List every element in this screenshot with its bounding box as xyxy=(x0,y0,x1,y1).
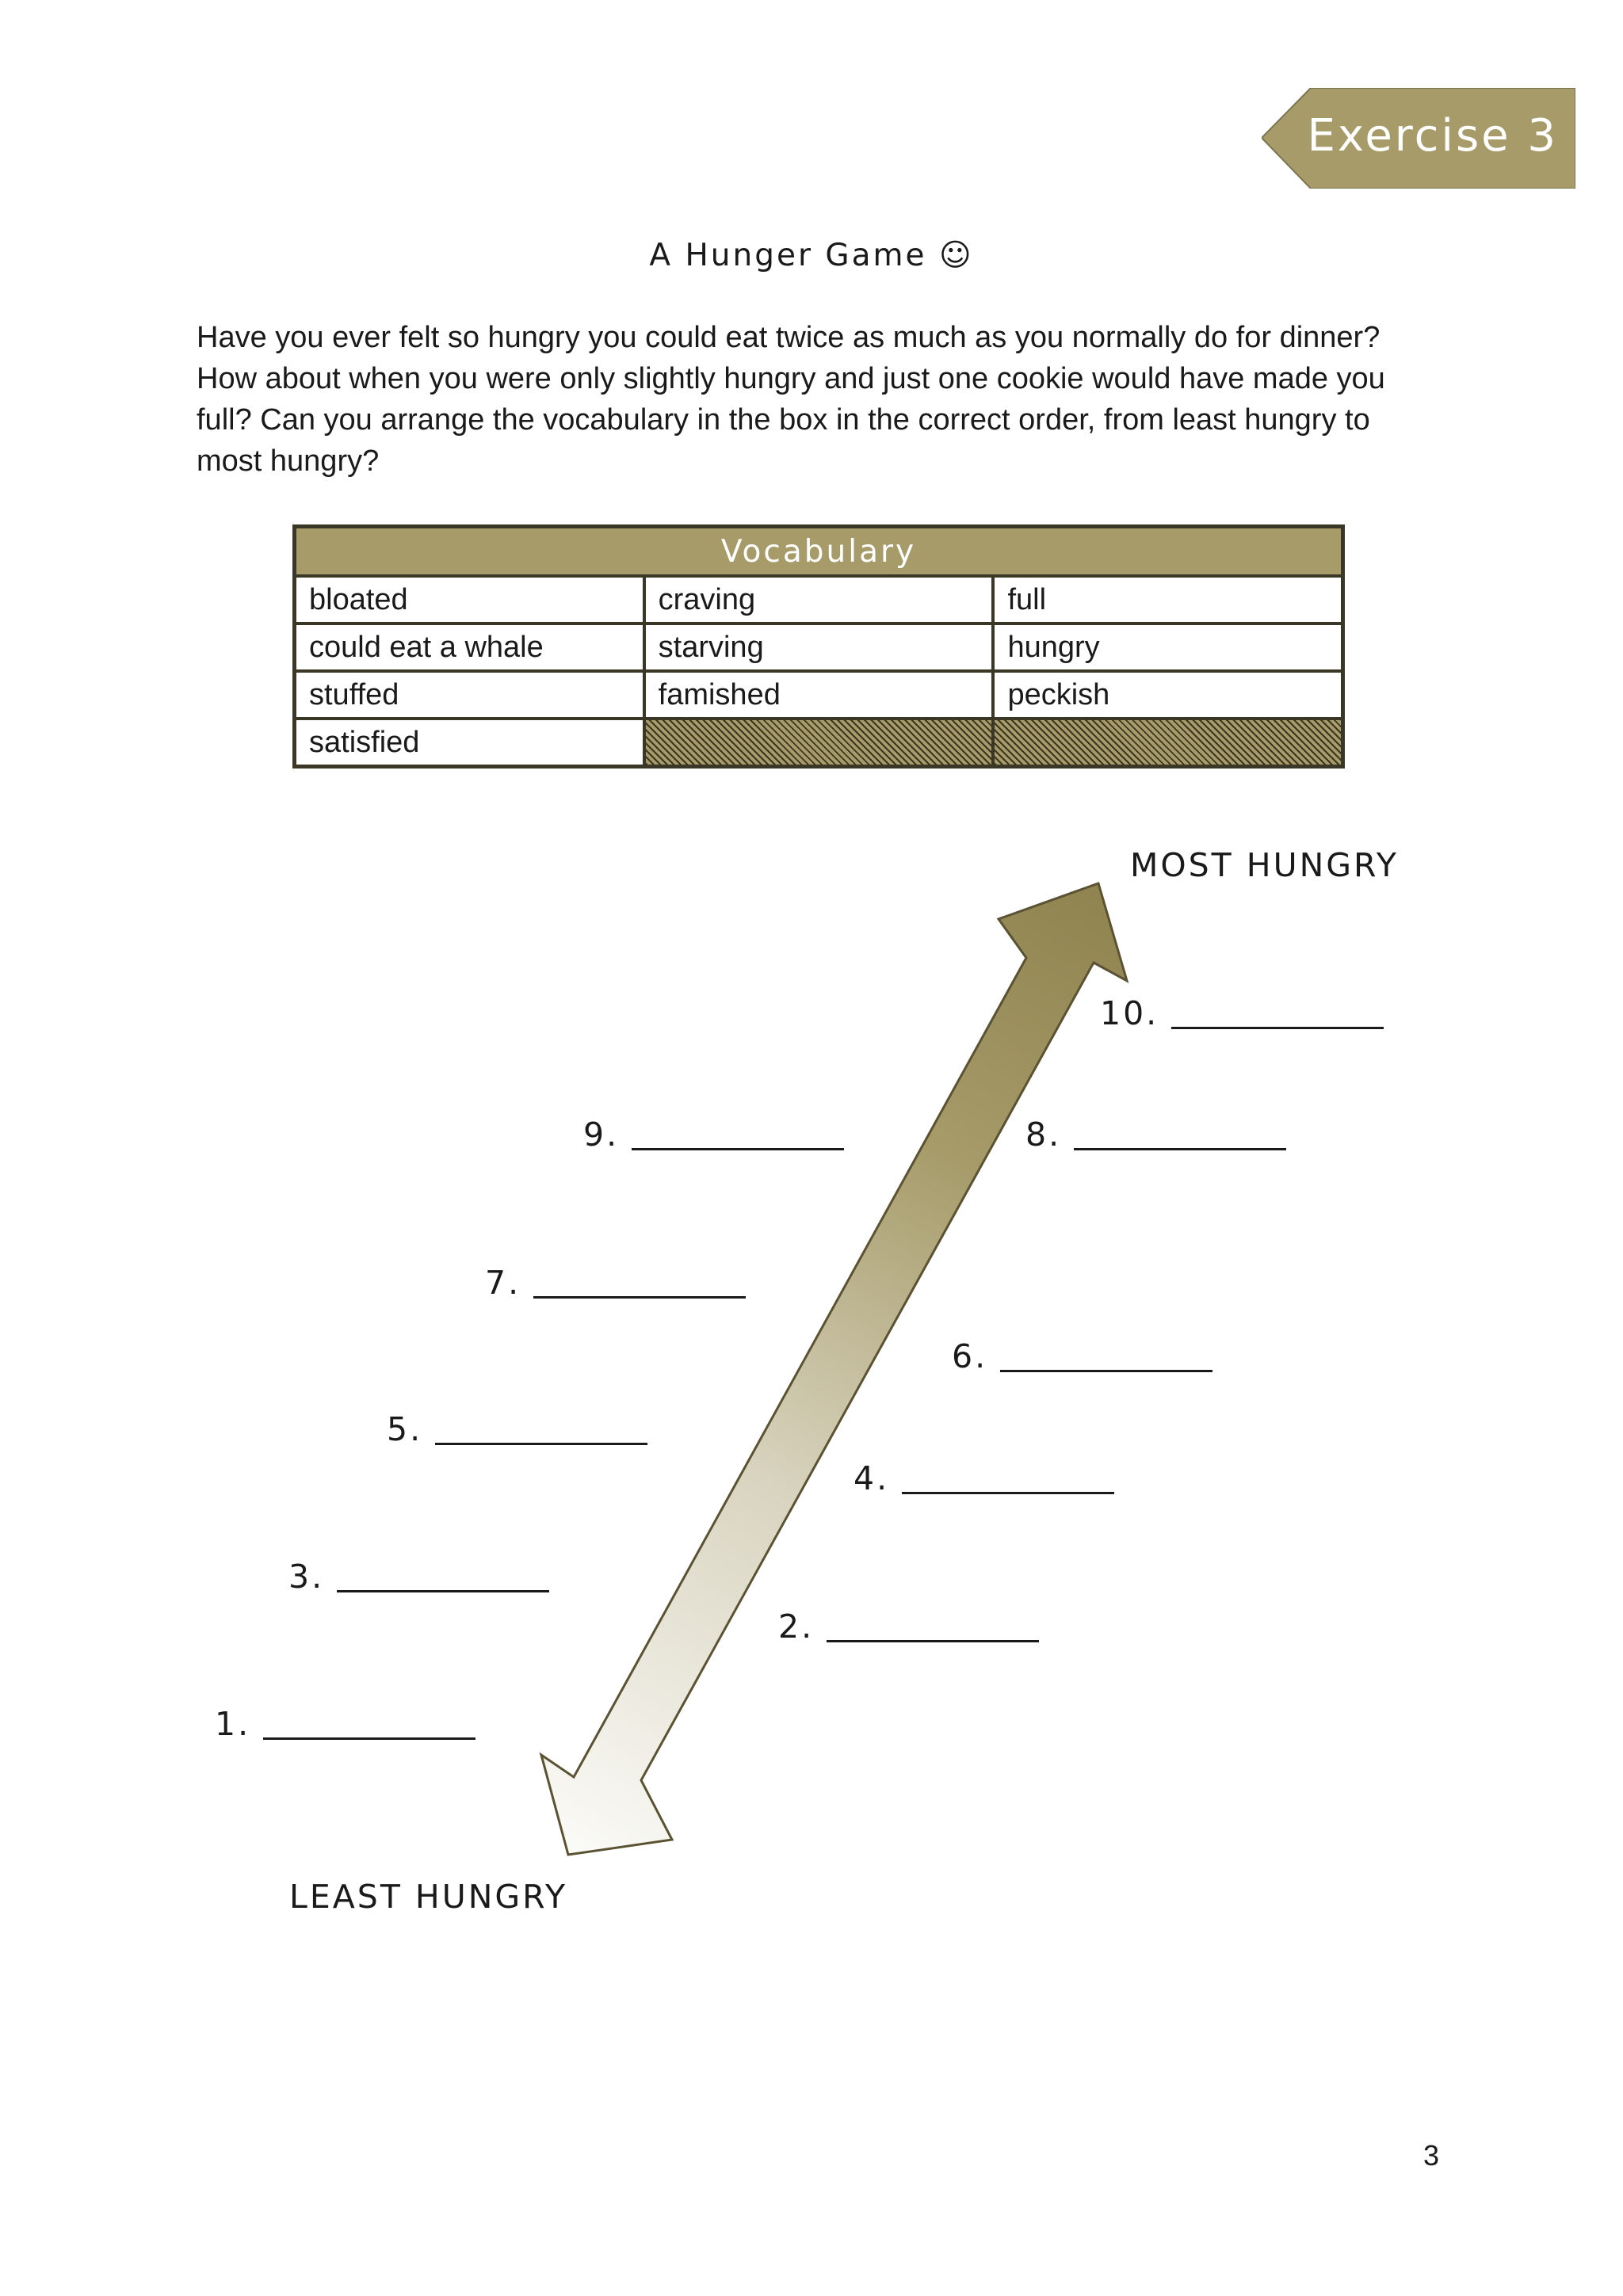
answer-line xyxy=(902,1492,1114,1494)
blank-number: 8. xyxy=(1025,1116,1062,1154)
blank-number: 7. xyxy=(485,1264,521,1302)
answer-blank-8[interactable] xyxy=(1025,1116,1286,1154)
blank-number: 10. xyxy=(1100,994,1159,1032)
most-hungry-label: MOST HUNGRY xyxy=(1130,846,1399,884)
answer-blank-4[interactable] xyxy=(854,1459,1114,1497)
vocab-cell: full xyxy=(993,576,1342,624)
blank-number: 2. xyxy=(778,1608,815,1646)
answer-line xyxy=(632,1148,844,1150)
exercise-label: Exercise 3 xyxy=(1307,110,1558,162)
vocab-cell: stuffed xyxy=(295,671,644,719)
blank-number: 6. xyxy=(952,1337,988,1375)
answer-blank-6[interactable] xyxy=(952,1337,1212,1375)
answer-blank-10[interactable] xyxy=(1100,994,1384,1032)
vocab-cell: bloated xyxy=(295,576,644,624)
vocab-cell: could eat a whale xyxy=(295,624,644,671)
vocab-cell: starving xyxy=(644,624,994,671)
vocab-cell: satisfied xyxy=(295,719,644,767)
vocab-cell: peckish xyxy=(993,671,1342,719)
blank-number: 3. xyxy=(288,1558,325,1596)
vocab-cell: craving xyxy=(644,576,994,624)
blank-number: 1. xyxy=(215,1705,251,1743)
answer-blank-2[interactable] xyxy=(778,1608,1039,1646)
answer-line xyxy=(1000,1370,1212,1372)
answer-blank-3[interactable] xyxy=(288,1558,549,1596)
vocab-cell: hungry xyxy=(993,624,1342,671)
least-hungry-label: LEAST HUNGRY xyxy=(289,1878,568,1916)
answer-line xyxy=(1074,1148,1286,1150)
answer-blank-9[interactable] xyxy=(583,1116,844,1154)
answer-line xyxy=(1171,1027,1384,1029)
answer-line xyxy=(337,1590,549,1592)
answer-blank-7[interactable] xyxy=(485,1264,746,1302)
answer-line xyxy=(263,1737,475,1740)
blank-number: 9. xyxy=(583,1116,620,1154)
answer-line xyxy=(533,1296,746,1299)
page-number: 3 xyxy=(1423,2139,1440,2172)
blank-number: 5. xyxy=(387,1410,423,1448)
answer-blank-1[interactable] xyxy=(215,1705,475,1743)
vocabulary-header: Vocabulary xyxy=(295,527,1343,577)
answer-line xyxy=(435,1443,647,1445)
answer-blank-5[interactable] xyxy=(387,1410,647,1448)
blank-number: 4. xyxy=(854,1459,890,1497)
answer-line xyxy=(827,1640,1039,1642)
page-title: A Hunger Game ☺ xyxy=(649,238,974,273)
intro-paragraph: Have you ever felt so hungry you could eat twice as much as you normally do for dinner? How about when you were only slightly hungry and just one cookie would have made you full? Can you arrange the vocabulary in the box in the correct order, from least hungry to most hungry? xyxy=(197,321,1385,478)
vocab-cell: famished xyxy=(644,671,994,719)
